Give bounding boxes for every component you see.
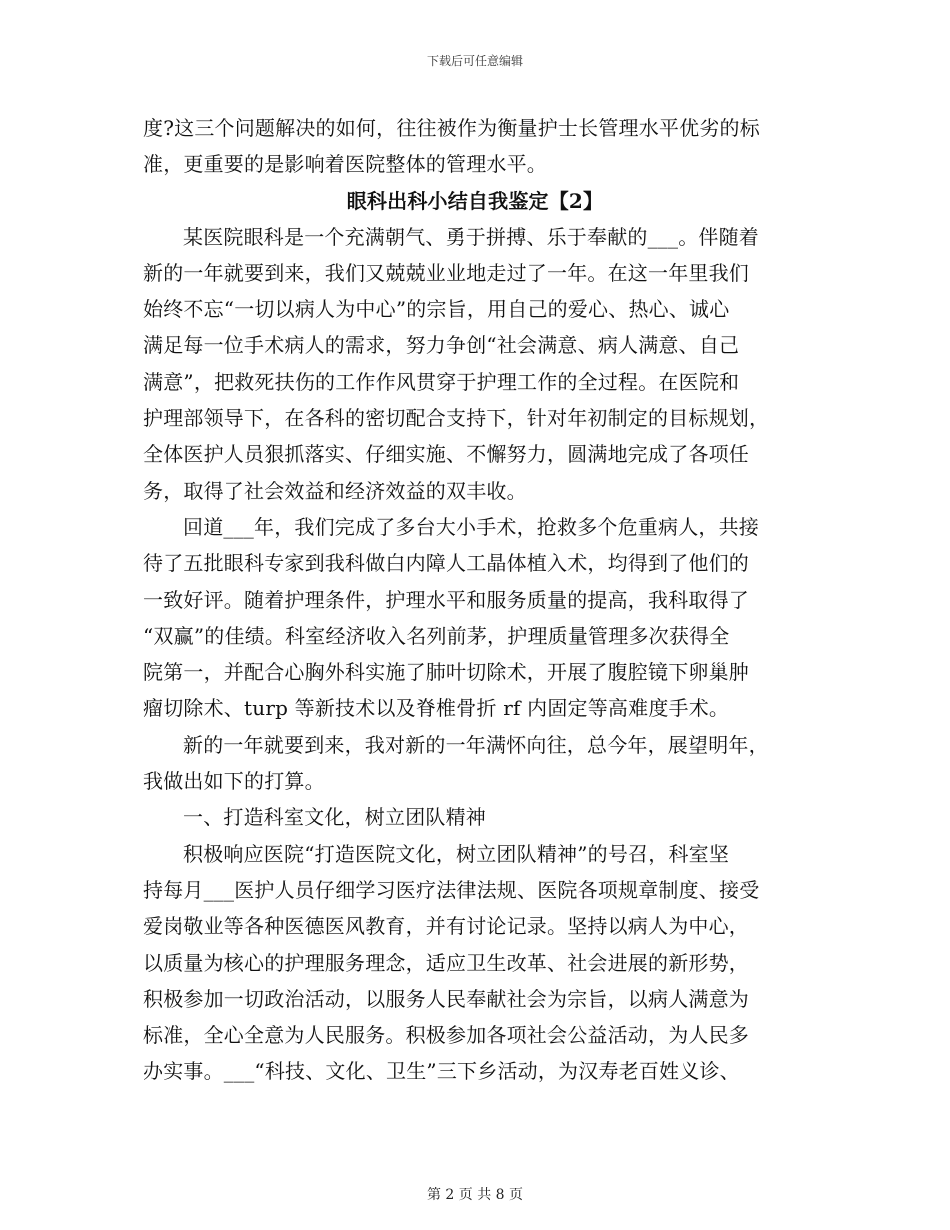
paragraph-line: 始终不忘“一切以病人为中心”的宗旨，用自己的爱心、热心、诚心	[143, 297, 730, 322]
page-footer: 第 2 页 共 8 页	[426, 1187, 524, 1203]
paragraph-line: 我做出如下的打算。	[143, 769, 325, 794]
paragraph-line: 院第一，并配合心胸外科实施了肺叶切除术，开展了腹腔镜下卵巢肿	[143, 660, 749, 685]
paragraph-line: 积极参加一切政治活动，以服务人民奉献社会为宗旨，以病人满意为	[143, 986, 749, 1011]
paragraph-line: 新的一年就要到来，我对新的一年满怀向往，总今年，展望明年，	[183, 732, 769, 757]
paragraph-line: 满意”，把救死扶伤的工作作风贯穿于护理工作的全过程。在医院和	[143, 369, 740, 394]
paragraph-line: 待了五批眼科专家到我科做白内障人工晶体植入术，均得到了他们的	[143, 551, 749, 576]
paragraph-line: 持每月___医护人员仔细学习医疗法律法规、医院各项规章制度、接受	[143, 877, 760, 902]
paragraph-line: 办实事。___“科技、文化、卫生”三下乡活动，为汉寿老百姓义诊、	[143, 1059, 740, 1084]
paragraph-line: 某医院眼科是一个充满朝气、勇于拼搏、乐于奉献的___。伴随着	[183, 224, 759, 249]
paragraph-line: 满足每一位手术病人的需求，努力争创“社会满意、病人满意、自己	[143, 333, 740, 358]
paragraph-line: 全体医护人员狠抓落实、仔细实施、不懈努力，圆满地完成了各项任	[143, 442, 749, 467]
paragraph-line: 积极响应医院“打造医院文化，树立团队精神”的号召，科室坚	[183, 841, 730, 866]
document-body	[143, 110, 807, 1090]
paragraph-line: 度?这三个问题解决的如何，往往被作为衡量护士长管理水平优劣的标	[143, 116, 760, 140]
paragraph-line: “双赢”的佳绩。科室经济收入名列前茅，护理质量管理多次获得全	[143, 623, 730, 648]
section-title: 眼科出科小结自我鉴定【2】	[346, 188, 604, 213]
paragraph-line: 准，更重要的是影响着医院整体的管理水平。	[143, 152, 547, 177]
paragraph-line: 回道___年，我们完成了多台大小手术，抢救多个危重病人，共接	[183, 514, 759, 539]
paragraph-line: 标准，全心全意为人民服务。积极参加各项社会公益活动，为人民多	[143, 1023, 749, 1048]
paragraph-line: 护理部领导下，在各科的密切配合支持下，针对年初制定的目标规划，	[143, 406, 770, 431]
page-header: 下载后可任意编辑	[426, 54, 523, 68]
paragraph-line: 爱岗敬业等各种医德医风教育，并有讨论记录。坚持以病人为中心，	[143, 914, 749, 939]
subheading: 一、打造科室文化，树立团队精神	[183, 805, 486, 830]
paragraph-line: 一致好评。随着护理条件，护理水平和服务质量的提高，我科取得了	[143, 587, 749, 612]
paragraph-line: 以质量为核心的护理服务理念，适应卫生改革、社会进展的新形势，	[143, 950, 749, 975]
paragraph-line: 瘤切除术、turp 等新技术以及脊椎骨折 rf 内固定等高难度手术。	[143, 696, 730, 721]
paragraph-line: 务，取得了社会效益和经济效益的双丰收。	[143, 478, 527, 503]
paragraph-line: 新的一年就要到来，我们又兢兢业业地走过了一年。在这一年里我们	[143, 260, 749, 285]
